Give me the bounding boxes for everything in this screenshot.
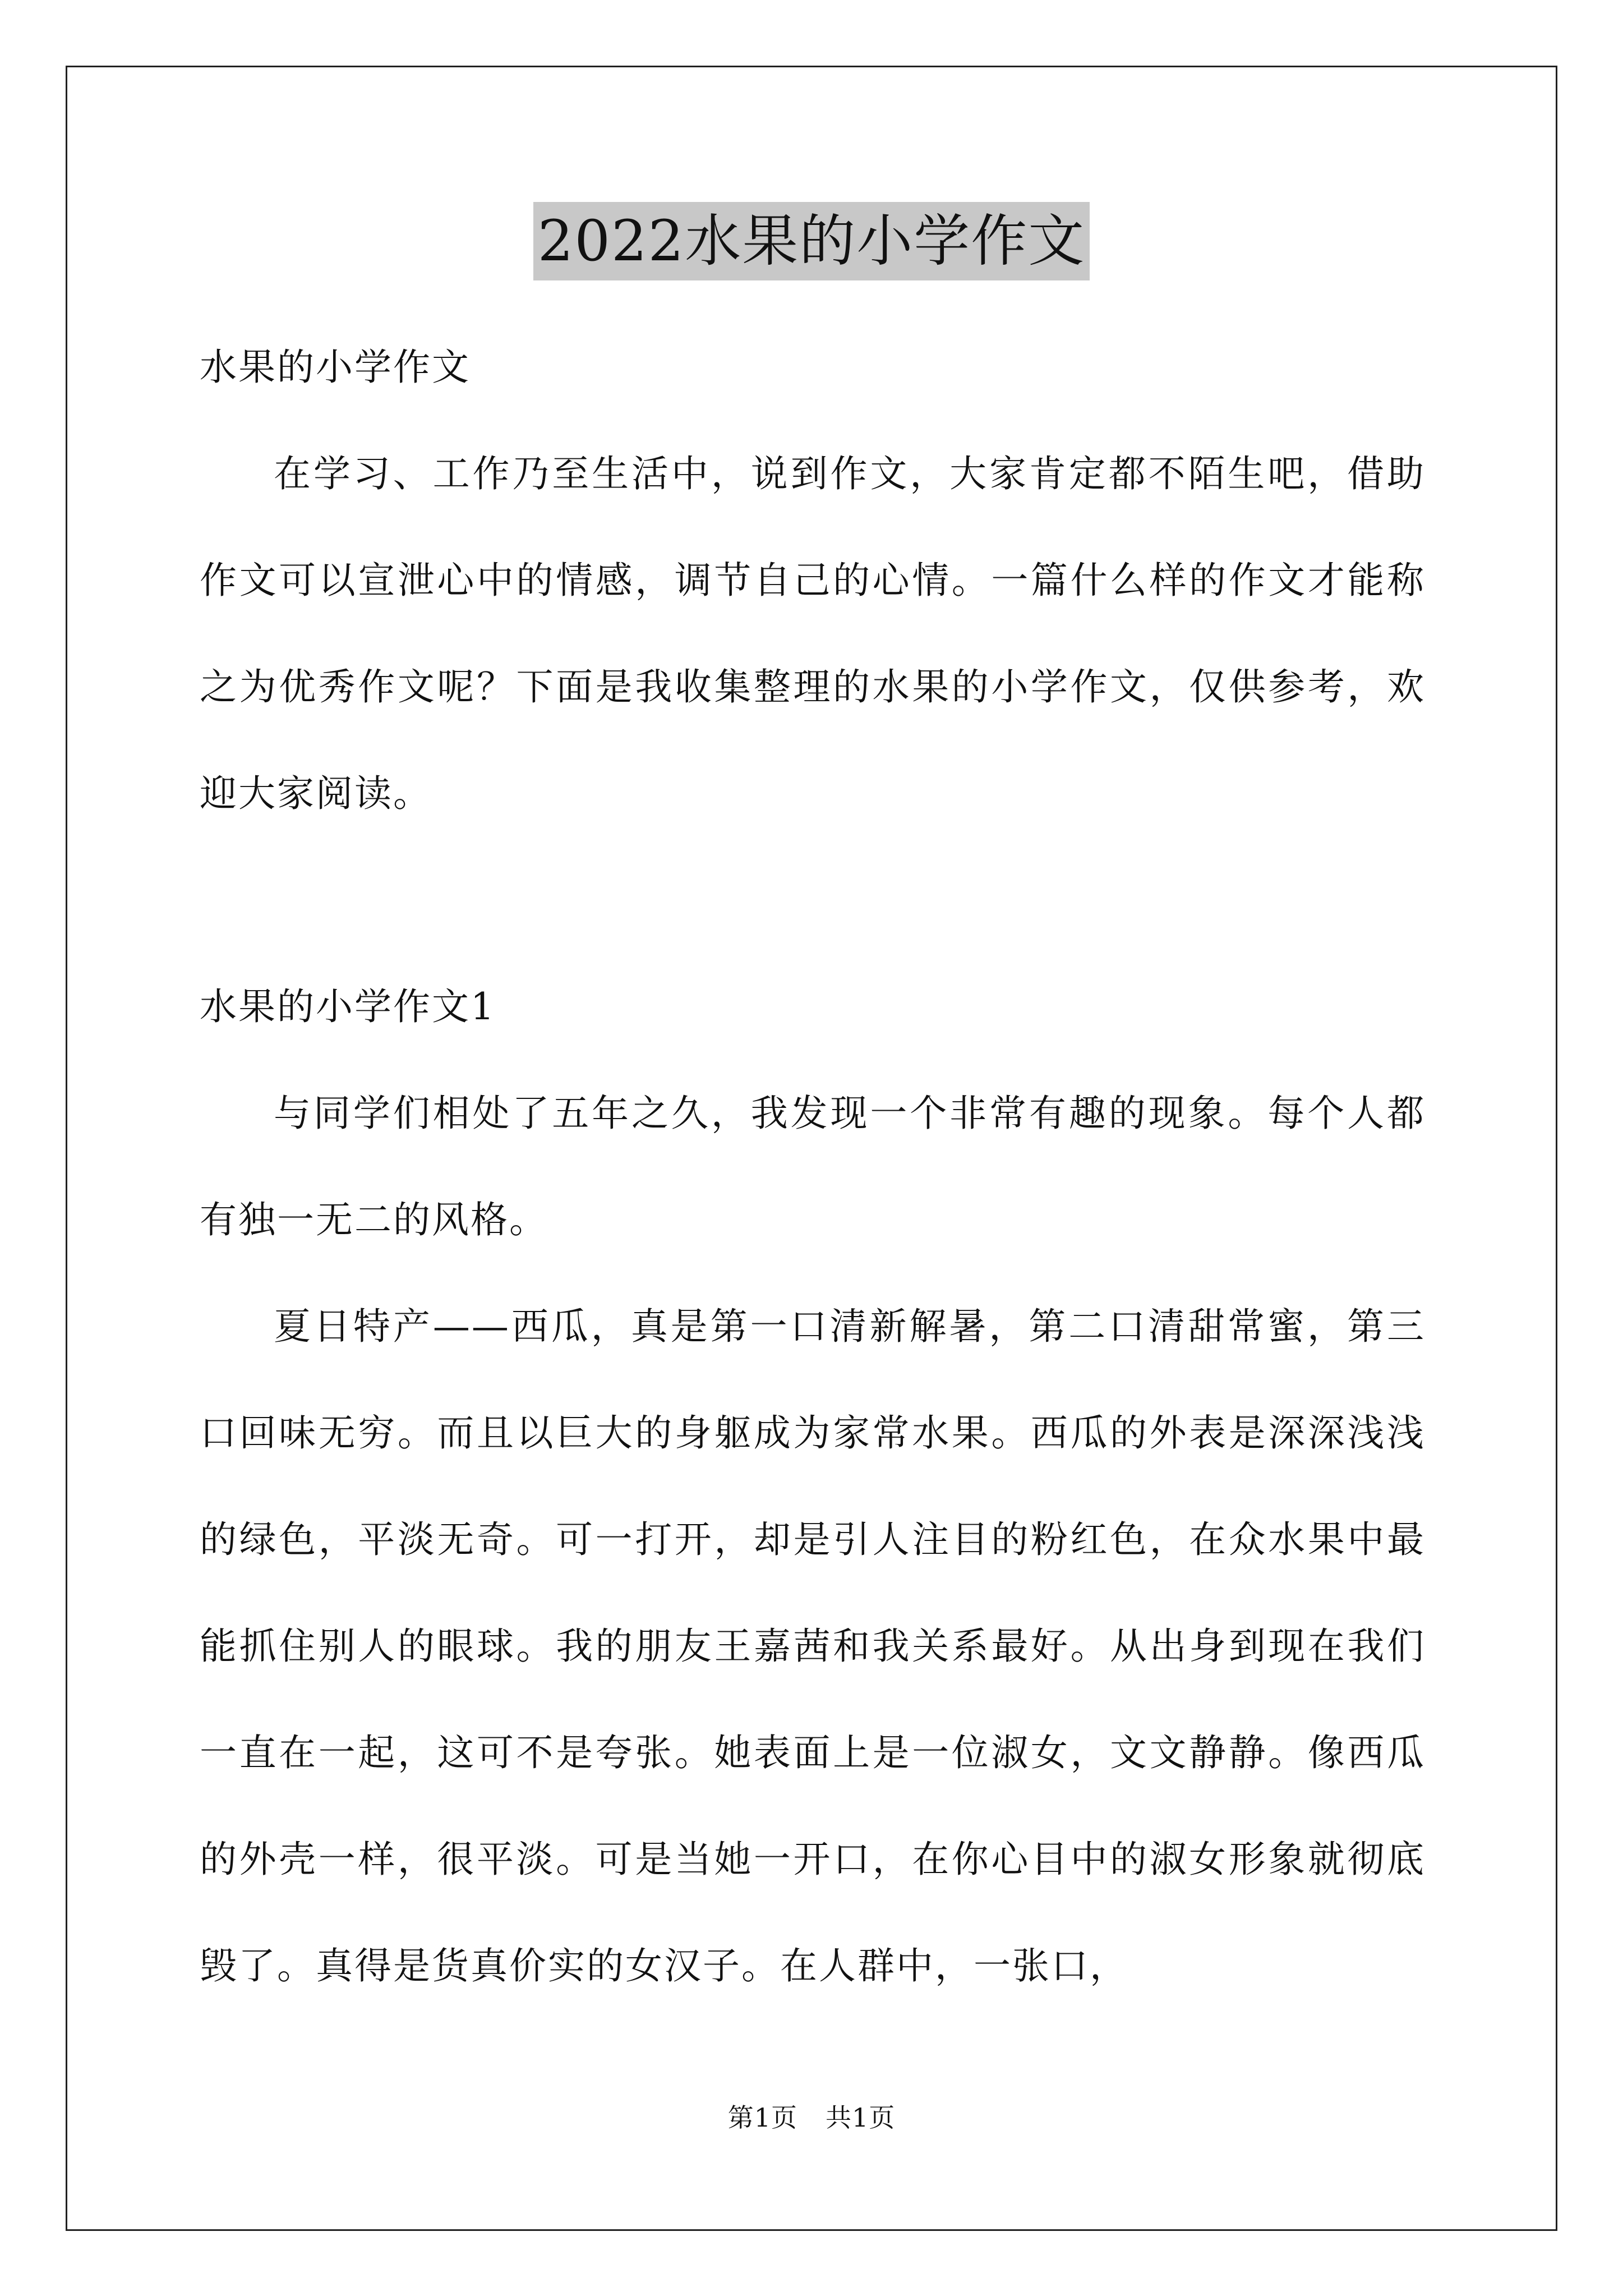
intro-heading: 水果的小学作文 bbox=[200, 346, 471, 389]
document-title: 2022水果的小学作文 bbox=[533, 202, 1090, 280]
section-spacer bbox=[200, 847, 1426, 954]
page-footer bbox=[0, 2101, 1623, 2134]
section1-paragraph-2: 夏日特产——西瓜，真是第一口清新解暑，第二口清甜常蜜，第三口回味无穷。而且以巨大的身躯成为家常水果。西瓜的外表是深深浅浅的绿色，平淡无奇。可一打开，却是引人注目的粉红色，在众水果中最能抓住别人的眼球。我的朋友王嘉茜和我关系最好。从出身到现在我们一直在一起，这可不是夸张。她表面上是一位淑女，文文静静。像西瓜的外壳一样，很平淡。可是当她一开口，在你心目中的淑女形象就彻底毁了。真得是货真价实的女汉子。在人群中，一张口， bbox=[200, 1305, 1426, 1987]
title-container bbox=[0, 202, 1623, 280]
section1-paragraph-1: 与同学们相处了五年之久，我发现一个非常有趣的现象。每个人都有独一无二的风格。 bbox=[200, 1092, 1426, 1241]
section1-heading: 水果的小学作文1 bbox=[200, 985, 496, 1028]
page-number-total: 共1页 bbox=[826, 2102, 896, 2133]
page-number-current: 第1页 bbox=[727, 2102, 797, 2133]
document-body bbox=[200, 314, 1426, 2019]
intro-paragraph: 在学习、工作乃至生活中，说到作文，大家肯定都不陌生吧，借助作文可以宣泄心中的情感，调节自己的心情。一篇什么样的作文才能称之为优秀作文呢？下面是我收集整理的水果的小学作文，仅供参考，欢迎大家阅读。 bbox=[200, 452, 1426, 815]
